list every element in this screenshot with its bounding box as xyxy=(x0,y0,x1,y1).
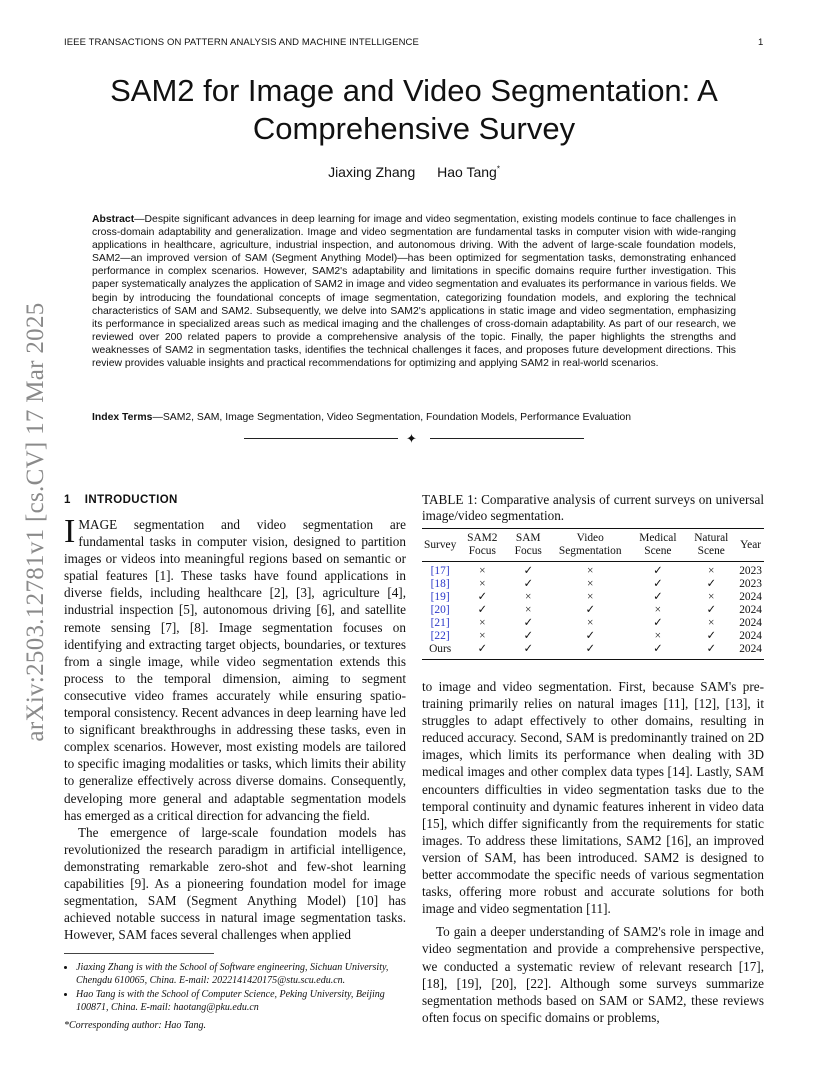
table-survey-ref[interactable]: [17] xyxy=(430,565,450,577)
table-cell: × xyxy=(479,617,486,629)
table-cell: × xyxy=(587,578,594,590)
abstract-text: —Despite significant advances in deep learning for image and video segmentation, existing models continue to face challenges in cross-domain adaptability and generalization. Image and video segmentation are fundamental tasks in computer vision with wide-ranging applications in healthcare, agriculture, industrial inspection, and autonomous driving. With the advent of large-scale foundation models, SAM2—an improved version of SAM (Segment Anything Model)—has been optimized for segmentation tasks, demonstrating enhanced performance in complex scenarios. However, SAM2's adaptability and limitations in specific domains require further investigation. This paper systematically analyzes the application of SAM2 in image and video segmentation and evaluates its performance in various fields. We begin by introducing the foundational concepts of image segmentation, categorizing foundation models, and exploring the technical characteristics of SAM and SAM2. Subsequently, we delve into SAM2's applications in static image and video segmentation, emphasizing its performance in specialized areas such as medical imaging and the challenges of cross-domain adaptability. As part of our research, we reviewed over 200 related papers to provide a comprehensive analysis of the topic. Finally, the paper highlights the strengths and weaknesses of SAM2 in segmentation tasks, identifies the technical challenges it faces, and proposes future development directions. This review provides valuable insights and practical recommendations for optimizing and applying SAM2 in real-world scenarios. xyxy=(92,214,736,370)
table-cell: ✓ xyxy=(506,643,550,660)
table-cell: 2024 xyxy=(739,630,762,642)
abstract xyxy=(92,213,736,370)
table-survey-ref[interactable]: [18] xyxy=(430,578,450,590)
author-2: Hao Tang xyxy=(437,164,497,180)
footnote-rule xyxy=(64,953,214,954)
table-cell: ✓ xyxy=(630,643,685,660)
table-survey-ref[interactable]: [22] xyxy=(430,630,450,642)
table-cell: ✓ xyxy=(706,578,717,590)
divider-right xyxy=(430,438,584,439)
table-cell: 2024 xyxy=(739,617,762,629)
table-row xyxy=(422,604,764,617)
table-cell: × xyxy=(708,591,715,603)
intro-paragraph-3: to image and video segmentation. First, because SAM's pre-training primarily relies on natural images [11], [12], [13], it struggles to adapt effectively to other domains, resulting in reduced accuracy. Second, SAM is predominantly trained on 2D images, which limits its performance when dealing with 3D medical images and other complex data types [14]. Lastly, SAM encounters difficulties in video segmentation tasks due to the temporal continuity and dynamic features inherent in video data [15], which differ significantly from the requirements for static images. To address these limitations, SAM2 [16], an improved version of SAM, has been introduced. SAM2 is designed to better accommodate the specific needs of various segmentation tasks, offering more robust and accurate solutions for both image and video segmentation [11]. xyxy=(422,679,764,917)
table-cell: ✓ xyxy=(523,565,533,577)
table-survey-ref[interactable]: [19] xyxy=(430,591,450,603)
table-cell: ✓ xyxy=(653,617,663,629)
table-cell: ✓ xyxy=(523,617,533,629)
author-list xyxy=(0,164,828,180)
table-survey-ref: Ours xyxy=(422,643,458,660)
abstract-label: Abstract xyxy=(92,214,135,225)
table-cell: × xyxy=(479,578,486,590)
table-header-cell: Survey xyxy=(422,529,458,562)
table-survey-ref[interactable]: [20] xyxy=(430,604,450,616)
table-header-cell: Natural Scene xyxy=(685,529,737,562)
intro-paragraph-4: To gain a deeper understanding of SAM2's role in image and video segmentation and provide a comprehensive perspective, we conducted a systematic review of relevant research [17], [18], [19], [20], [22]. Although some surveys summarize segmentation methods based on SAM or SAM2, these reviews often focus on specific domains or problems, xyxy=(422,924,764,1025)
table-cell: ✓ xyxy=(685,643,737,660)
right-column xyxy=(422,492,764,1026)
running-header-journal: IEEE TRANSACTIONS ON PATTERN ANALYSIS AND MACHINE INTELLIGENCE xyxy=(64,37,419,48)
divider-left xyxy=(244,438,398,439)
table-cell: × xyxy=(654,630,662,642)
table-cell: 2024 xyxy=(737,643,764,660)
table-row xyxy=(422,643,764,660)
index-terms xyxy=(92,412,736,423)
table-cell: ✓ xyxy=(585,604,595,616)
table-cell: × xyxy=(479,565,486,577)
author-1: Jiaxing Zhang xyxy=(328,164,416,180)
table-header-cell: Video Segmentation xyxy=(550,529,630,562)
intro-paragraph-2: The emergence of large-scale foundation models has revolutionized the research paradigm in artificial intelligence, demonstrating remarkable zero-shot and few-shot learning capabilities [9]. As a pioneering foundation model for image segmentation, SAM (Segment Anything Model) [10] has achieved notable success in natural image segmentation tasks. However, SAM faces several challenges when applied xyxy=(64,824,406,943)
table-header-cell: SAM2 Focus xyxy=(458,529,506,562)
table-cell: × xyxy=(479,630,486,642)
table-cell: ✓ xyxy=(458,643,506,660)
table-cell: ✓ xyxy=(523,630,533,642)
footnote-list xyxy=(64,962,406,1014)
comparison-table xyxy=(422,528,764,660)
footnote-affiliation-1: • Jiaxing Zhang is with the School of Software engineering, Sichuan University, Chengdu 610065, China. E-mail: 2022141420175@stu.scu.edu.cn. xyxy=(76,962,406,987)
table-cell: ✓ xyxy=(706,604,717,616)
author-2-mark: * xyxy=(496,164,500,174)
table-header-cell: SAM Focus xyxy=(506,529,550,562)
table-cell: 2024 xyxy=(739,591,762,603)
intro-paragraph-1-text: MAGE segmentation and video segmentation are fundamental tasks in computer vision, designed to partition images or videos into meaningful regions based on semantic or spatial features [1]. These tasks have found applications in diverse fields, including healthcare [2], [3], agriculture [4], industrial inspection [5], autonomous driving [6], and satellite remote sensing [7], [8]. Image segmentation focuses on identifying and extracting target objects, boundaries, or textures from a single image, while video segmentation extends this process to the temporal dimension, aiming to segment consecutive video frames accurately while ensuring spatio-temporal consistency. Recent advances in deep learning have led to significant breakthroughs in addressing these tasks, even in complex scenarios. However, most existing models are tailored to specific imaging modalities or tasks, which limits their ability to generalize effectively across diverse domains. Consequently, developing more general and adaptable segmentation models has emerged as a critical direction for advancing the field. xyxy=(64,517,406,823)
index-terms-text: —SAM2, SAM, Image Segmentation, Video Segmentation, Foundation Models, Performance Evaluation xyxy=(152,412,632,423)
table-row xyxy=(422,562,764,579)
table-cell: ✓ xyxy=(477,591,488,603)
table-cell: ✓ xyxy=(653,578,663,590)
table-caption: TABLE 1: Comparative analysis of current surveys on universal image/video segmentation. xyxy=(422,492,764,523)
left-column xyxy=(64,494,406,1031)
table-row xyxy=(422,591,764,604)
table-cell: × xyxy=(587,591,594,603)
table-cell: × xyxy=(708,565,715,577)
table-cell: 2023 xyxy=(739,565,762,577)
table-cell: 2023 xyxy=(739,578,762,590)
section-number: 1 xyxy=(64,494,71,506)
table-row xyxy=(422,617,764,630)
table-cell: × xyxy=(708,617,715,629)
table-header-cell: Medical Scene xyxy=(630,529,685,562)
footnote-affiliation-2: • Hao Tang is with the School of Computer Science, Peking University, Beijing 100871, China. E-mail: haotang@pku.edu.cn xyxy=(76,989,406,1014)
corresponding-author-note: *Corresponding author: Hao Tang. xyxy=(64,1019,207,1031)
table-cell: ✓ xyxy=(523,578,533,590)
table-cell: × xyxy=(587,617,594,629)
table-cell: ✓ xyxy=(585,630,595,642)
table-header-row xyxy=(422,529,764,562)
table-cell: ✓ xyxy=(706,630,717,642)
table-row xyxy=(422,578,764,591)
table-cell: ✓ xyxy=(653,565,663,577)
section-heading xyxy=(64,494,406,506)
table-body xyxy=(422,562,764,660)
paper-title: SAM2 for Image and Video Segmentation: A Comprehensive Survey xyxy=(110,73,718,146)
table-cell: ✓ xyxy=(550,643,630,660)
table-cell: 2024 xyxy=(739,604,762,616)
table-cell: × xyxy=(525,604,532,616)
table-row xyxy=(422,630,764,643)
table-cell: × xyxy=(587,565,594,577)
drop-cap: I xyxy=(64,513,76,550)
diamond-ornament-icon: ✦ xyxy=(406,431,417,446)
table-cell: ✓ xyxy=(653,591,663,603)
section-title: INTRODUCTION xyxy=(84,494,178,506)
table-cell: × xyxy=(654,604,662,616)
table-survey-ref[interactable]: [21] xyxy=(430,617,450,629)
table-cell: × xyxy=(525,591,532,603)
table-header-cell: Year xyxy=(737,529,764,562)
index-terms-label: Index Terms xyxy=(92,412,153,423)
arxiv-stamp: arXiv:2503.12781v1 [cs.CV] 17 Mar 2025 xyxy=(22,302,49,742)
table-cell: ✓ xyxy=(477,604,488,616)
intro-paragraph-1 xyxy=(64,513,406,824)
page-number: 1 xyxy=(758,37,764,48)
